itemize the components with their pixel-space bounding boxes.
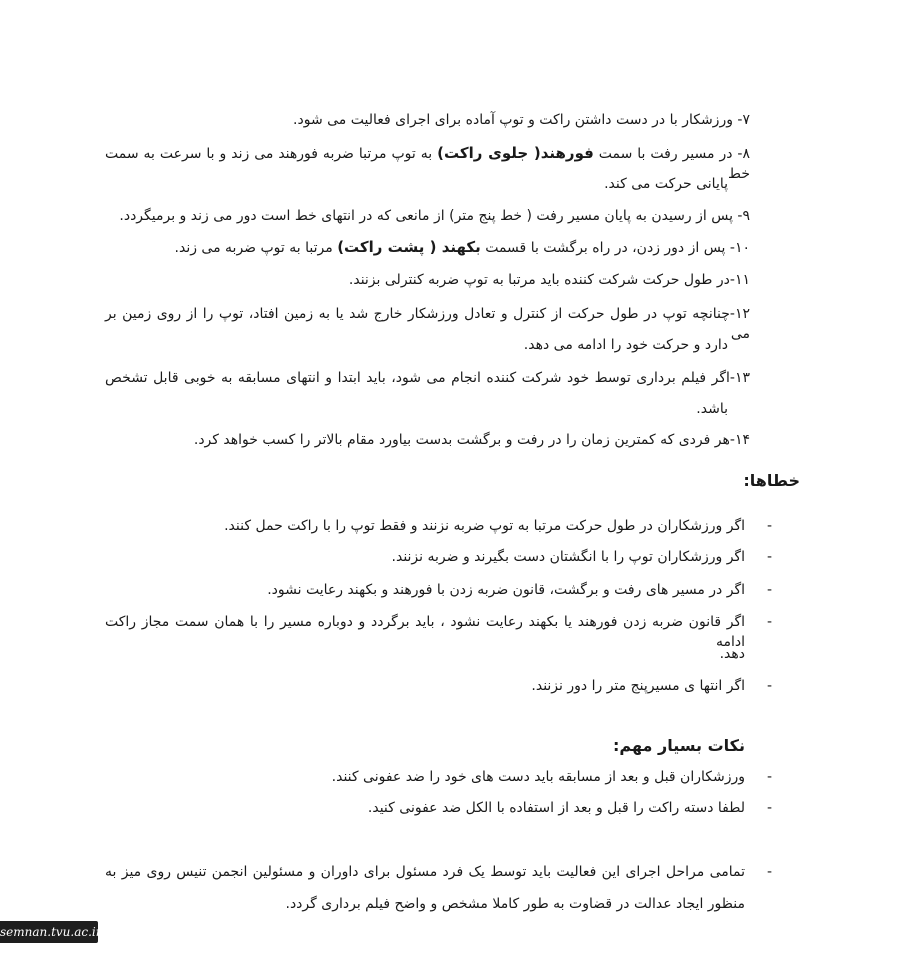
error-item-5: اگر انتها ی مسیرپنج متر را دور نزنند. [531,678,745,694]
step-13: ۱۳-اگر فیلم برداری توسط خود شرکت کننده انجام می شود، باید ابتدا و انتهای مسابقه به خوبی قابل تشخص [105,370,750,386]
step-13-cont: باشد. [696,401,728,417]
step-10-post: مرتبا به توپ ضربه می زند. [174,240,338,256]
step-8-pre: ۸- در مسیر رفت با سمت [593,146,750,162]
error-item-3: اگر در مسیر های رفت و برگشت، قانون ضربه زدن با فورهند و بکهند رعایت نشود. [267,582,745,598]
notes-heading: نکات بسیار مهم: [613,736,745,755]
step-12: ۱۲-چنانچه توپ در طول حرکت از کنترل و تعادل ورزشکار خارج شد یا به زمین افتاد، توپ را از روی زمین بر می [105,306,750,342]
error-bullet-3: - [766,582,772,598]
error-item-1: اگر ورزشکاران در طول حرکت مرتبا به توپ ضربه نزنند و فقط توپ را با راکت حمل کنند. [224,518,745,534]
error-bullet-4: - [766,614,772,630]
step-10-bold: بکهند ( پشت راکت) [337,238,481,256]
step-9: ۹- پس از رسیدن به پایان مسیر رفت ( خط پنج متر) از مانعی که در انتهای خط است دور می زند و برمیگردد. [119,208,750,224]
step-12-cont: دارد و حرکت خود را ادامه می دهد. [523,337,728,353]
watermark: semnan.tvu.ac.ir [0,921,98,943]
note-item-2: لطفا دسته راکت را قبل و بعد از استفاده با الکل ضد عفونی کنید. [367,800,745,816]
error-bullet-1: - [766,518,772,534]
step-10-pre: ۱۰- پس از دور زدن، در راه برگشت با قسمت [480,240,750,256]
final-bullet: - [766,864,772,880]
error-item-2: اگر ورزشکاران توپ را با انگشتان دست بگیرند و ضربه نزنند. [391,549,745,565]
final-line-2: منظور ایجاد عدالت در قضاوت به طور کاملا مشخص و واضح فیلم برداری گردد. [285,896,745,912]
step-10 [105,237,750,258]
error-bullet-5: - [766,678,772,694]
step-11: ۱۱-در طول حرکت شرکت کننده باید مرتبا به توپ ضربه کنترلی بزنند. [348,272,750,288]
step-8-cont: پایانی حرکت می کند. [604,176,728,192]
error-item-4-cont: دهد. [719,646,745,662]
step-7: ۷- ورزشکار با در دست داشتن راکت و توپ آماده برای اجرای فعالیت می شود. [293,112,750,128]
step-8-post: به توپ مرتبا ضربه فورهند می زند و با سرعت به سمت خط [105,146,750,182]
step-8-bold: فورهند( جلوی راکت) [437,144,594,162]
errors-heading: خطاها: [743,471,800,490]
error-bullet-2: - [766,549,772,565]
step-14: ۱۴-هر فردی که کمترین زمان را در رفت و برگشت بدست بیاورد مقام بالاتر را کسب خواهد کرد. [193,432,750,448]
final-line-1: تمامی مراحل اجرای این فعالیت باید توسط یک فرد مسئول برای داوران و مسئولین انجمن تنیس روی میز به [105,864,745,880]
note-bullet-2: - [766,800,772,816]
note-item-1: ورزشکاران قبل و بعد از مسابقه باید دست های خود را ضد عفونی کنند. [331,769,745,785]
note-bullet-1: - [766,769,772,785]
error-item-4: اگر قانون ضربه زدن فورهند یا بکهند رعایت نشود ، باید برگردد و دوباره مسیر را با همان سمت مجاز راکت ادامه [105,614,745,650]
